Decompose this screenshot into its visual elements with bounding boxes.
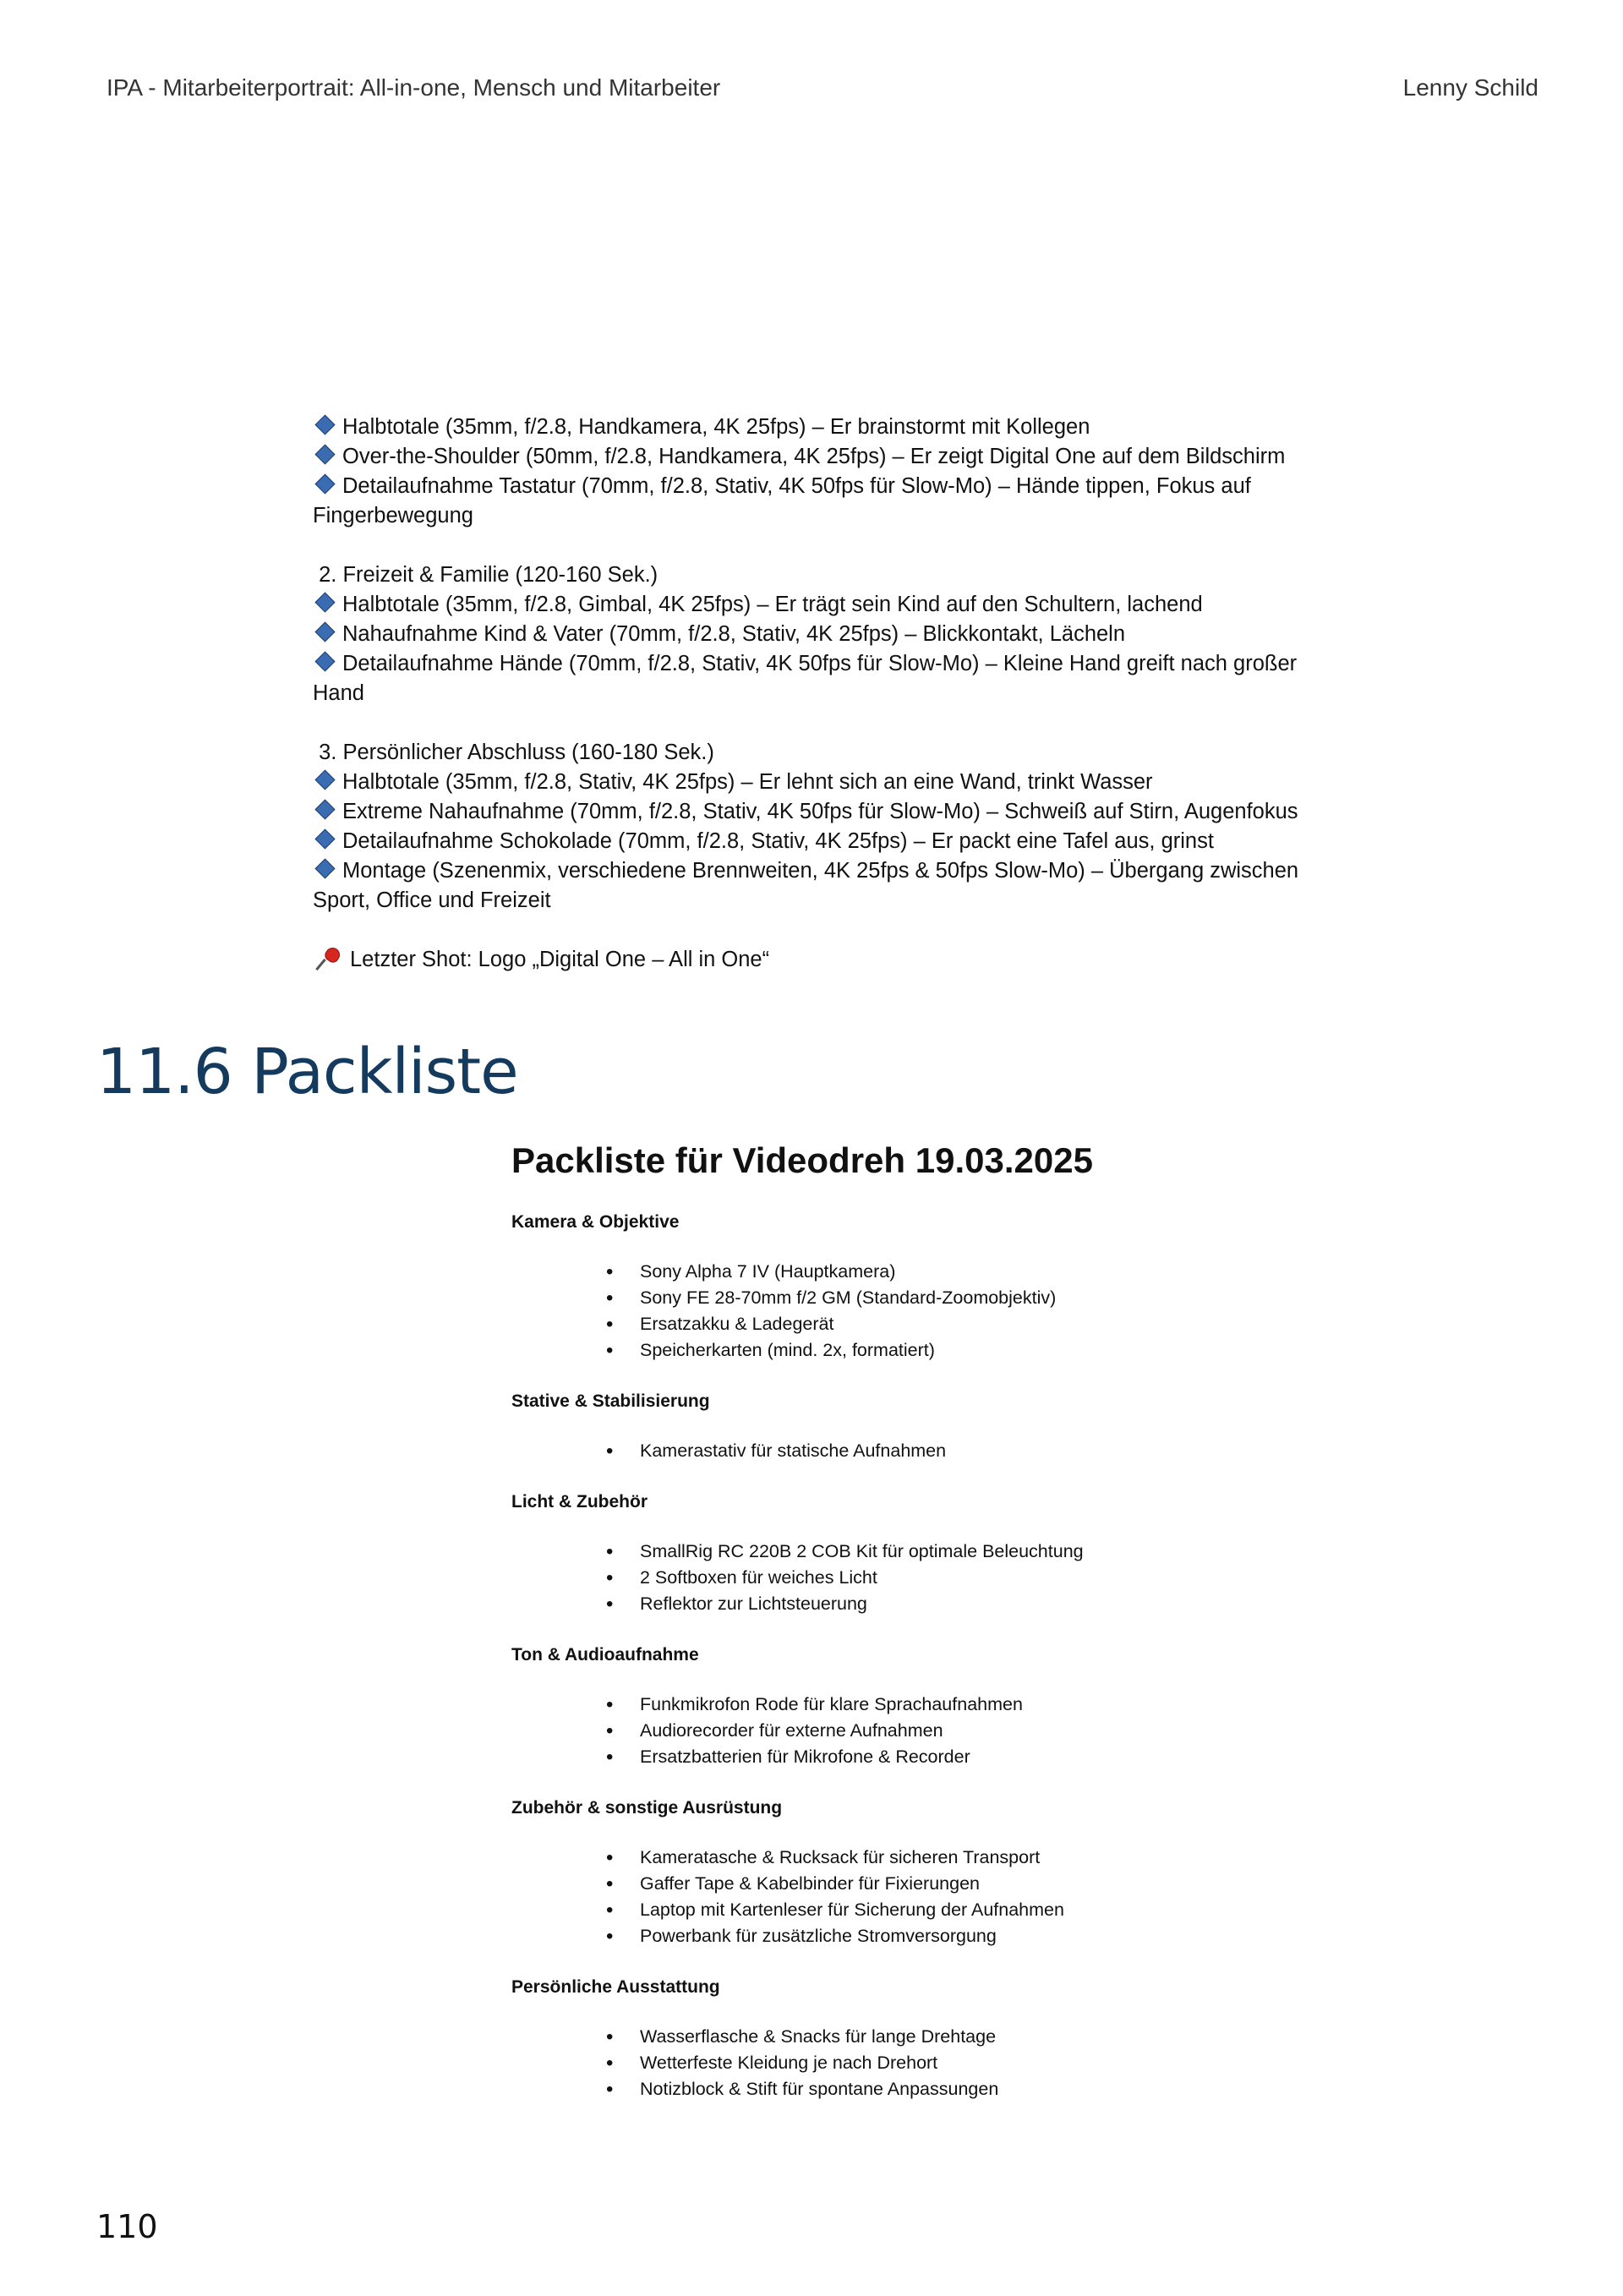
category-list — [511, 1259, 1272, 1364]
diamond-bullet-icon — [314, 444, 335, 464]
category-list — [511, 1539, 1272, 1617]
category-title: Persönliche Ausstattung — [511, 1977, 720, 1997]
document-title: IPA - Mitarbeiterportrait: All-in-one, Mensch und Mitarbeiter — [107, 74, 721, 101]
list-item: • Gaffer Tape & Kabelbinder für Fixierungen — [511, 1871, 1272, 1897]
list-item: • Reflektor zur Lichtsteuerung — [511, 1591, 1272, 1617]
spacer — [313, 708, 1352, 738]
list-item: • Sony FE 28-70mm f/2 GM (Standard-Zoomobjektiv) — [511, 1285, 1272, 1311]
shot-list — [313, 413, 1352, 975]
diamond-bullet-icon — [314, 828, 335, 849]
diamond-bullet-icon — [314, 858, 335, 878]
shot-item: Detailaufnahme Hände (70mm, f/2.8, Stativ, 4K 50fps für Slow-Mo) – Kleine Hand greift nach großer Hand — [313, 652, 1298, 705]
shot-item: Extreme Nahaufnahme (70mm, f/2.8, Stativ, 4K 50fps für Slow-Mo) – Schweiß auf Stirn, Augenfokus — [313, 797, 1352, 827]
shot-item: Over-the-Shoulder (50mm, f/2.8, Handkamera, 4K 25fps) – Er zeigt Digital One auf dem Bildschirm — [313, 442, 1352, 472]
list-item: • Ersatzbatterien für Mikrofone & Recorder — [511, 1744, 1272, 1770]
list-item: • Funkmikrofon Rode für klare Sprachaufnahmen — [511, 1692, 1272, 1718]
shot-item: Montage (Szenenmix, verschiedene Brennweiten, 4K 25fps & 50fps Slow-Mo) – Übergang zwischen Sport, Office und Freizeit — [313, 859, 1299, 912]
shot-item: Halbtotale (35mm, f/2.8, Stativ, 4K 25fps) – Er lehnt sich an eine Wand, trinkt Wasser — [313, 768, 1352, 797]
shot-item: Halbtotale (35mm, f/2.8, Handkamera, 4K 25fps) – Er brainstormt mit Kollegen — [313, 413, 1352, 442]
shot-item: Halbtotale (35mm, f/2.8, Gimbal, 4K 25fps) – Er trägt sein Kind auf den Schultern, lachend — [313, 590, 1352, 620]
category-list — [511, 2024, 1272, 2102]
category-title: Zubehör & sonstige Ausrüstung — [511, 1798, 783, 1818]
spacer — [313, 916, 1352, 945]
diamond-bullet-icon — [314, 414, 335, 435]
category-title: Kamera & Objektive — [511, 1212, 680, 1232]
list-item: • Speicherkarten (mind. 2x, formatiert) — [511, 1337, 1272, 1364]
diamond-bullet-icon — [314, 769, 335, 790]
category-title: Ton & Audioaufnahme — [511, 1645, 699, 1665]
list-item: • Ersatzakku & Ladegerät — [511, 1311, 1272, 1337]
list-item: • Audiorecorder für externe Aufnahmen — [511, 1718, 1272, 1744]
list-item: • Powerbank für zusätzliche Stromversorgung — [511, 1923, 1272, 1949]
list-item: • SmallRig RC 220B 2 COB Kit für optimale Beleuchtung — [511, 1539, 1272, 1565]
diamond-bullet-icon — [314, 799, 335, 819]
pushpin-icon — [316, 946, 342, 971]
spacer — [313, 531, 1352, 560]
category-list — [511, 1438, 1272, 1464]
diamond-bullet-icon — [314, 621, 335, 642]
list-item: • Laptop mit Kartenleser für Sicherung der Aufnahmen — [511, 1897, 1272, 1923]
shot-item: Nahaufnahme Kind & Vater (70mm, f/2.8, Stativ, 4K 25fps) – Blickkontakt, Lächeln — [313, 620, 1352, 649]
list-item: • Kameratasche & Rucksack für sicheren Transport — [511, 1845, 1272, 1871]
category-title: Licht & Zubehör — [511, 1492, 648, 1512]
list-item: • Kamerastativ für statische Aufnahmen — [511, 1438, 1272, 1464]
diamond-bullet-icon — [314, 592, 335, 612]
last-shot-note: Letzter Shot: Logo „Digital One – All in One“ — [313, 945, 1352, 975]
section-title: 11.6 Packliste — [96, 1036, 518, 1108]
shot-section-heading: 2. Freizeit & Familie (120-160 Sek.) — [319, 563, 658, 587]
packing-list-title: Packliste für Videodreh 19.03.2025 — [511, 1140, 1093, 1180]
page-header — [107, 74, 1538, 108]
category-list — [511, 1845, 1272, 1949]
list-item: • Notizblock & Stift für spontane Anpassungen — [511, 2076, 1272, 2102]
page-number: 110 — [96, 2208, 158, 2245]
category-title: Stative & Stabilisierung — [511, 1391, 710, 1411]
list-item: • 2 Softboxen für weiches Licht — [511, 1565, 1272, 1591]
shot-item: Detailaufnahme Tastatur (70mm, f/2.8, Stativ, 4K 50fps für Slow-Mo) – Hände tippen, Fokus auf Fingerbewegung — [313, 474, 1251, 528]
author-name: Lenny Schild — [1402, 74, 1538, 101]
packing-list — [511, 1135, 1272, 2128]
shot-item: Detailaufnahme Schokolade (70mm, f/2.8, Stativ, 4K 25fps) – Er packt eine Tafel aus, grinst — [313, 827, 1352, 856]
category-list — [511, 1692, 1272, 1770]
diamond-bullet-icon — [314, 651, 335, 671]
list-item: • Wetterfeste Kleidung je nach Drehort — [511, 2050, 1272, 2076]
diamond-bullet-icon — [314, 473, 335, 494]
shot-section-heading: 3. Persönlicher Abschluss (160-180 Sek.) — [319, 741, 714, 764]
list-item: • Wasserflasche & Snacks für lange Drehtage — [511, 2024, 1272, 2050]
list-item: • Sony Alpha 7 IV (Hauptkamera) — [511, 1259, 1272, 1285]
